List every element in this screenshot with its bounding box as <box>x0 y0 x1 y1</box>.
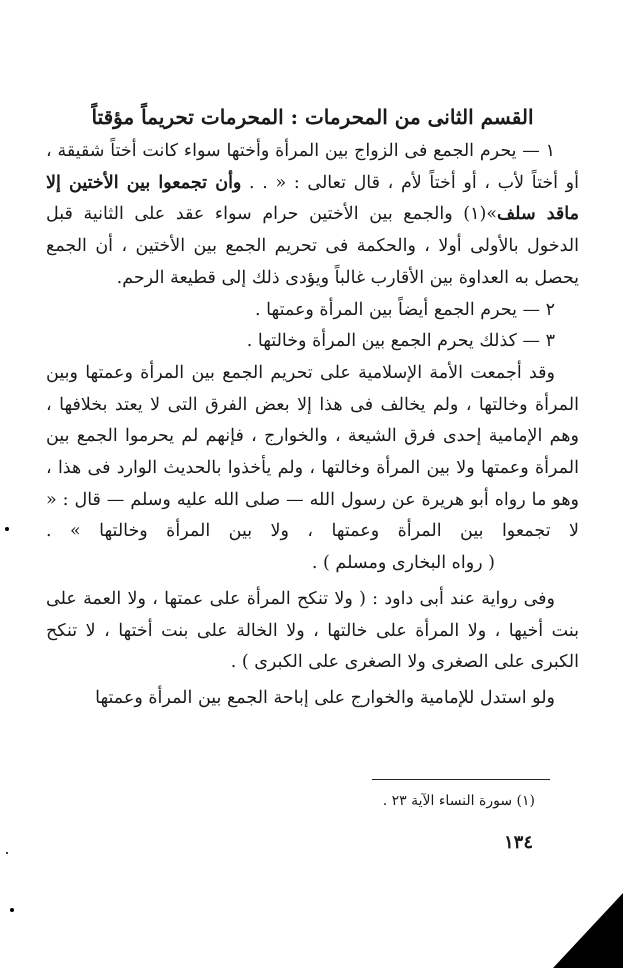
scan-speck <box>6 852 8 854</box>
scan-speck <box>5 527 9 531</box>
consensus-text: وقد أجمعت الأمة الإسلامية على تحريم الجمع بين المرأة وعمتها وبين المرأة وخالتها ، ولم يخالف فى هذا إلا بعض الفرق التى لا يعتد بخلافها ، وهم الإمامية إحدى فرق الشيعة ، والخوارج ، فإنهم لم يحرموا الجمع بين المرأة وعمتها ولا بين المرأة وخالتها ، ولم يأخذوا بالحديث الوارد فى هذا ، وهو ما رواه أبو هريرة عن رسول الله — صلى الله عليه وسلم — قال : « لا تجمعوا بين المرأة وعمتها ، ولا بين المرأة وخالتها » . <box>46 362 579 542</box>
quran-verse: وأن تجمعوا بين الأختين إلا ماقد سلف <box>46 172 580 225</box>
item-3-paragraph: ٣ — كذلك يحرم الجمع بين المرأة وخالتها . <box>246 331 555 352</box>
consensus-paragraph <box>46 358 579 580</box>
item-1-text-a: ١ — يحرم الجمع فى الزواج بين المرأة وأختها سواء كانت أختاً شقيقة ، أو أختاً لأب ، أو أختاً لأم ، قال تعالى : « . . <box>46 141 579 193</box>
item-1-paragraph <box>46 136 579 295</box>
last-paragraph: ولو استدل للإمامية والخوارج على إباحة الجمع بين المرأة وعمتها <box>95 687 555 708</box>
scan-speck <box>10 908 14 912</box>
section-heading: القسم الثانى من المحرمات : المحرمات تحريماً مؤقتاً <box>91 105 534 129</box>
page-corner-shadow <box>553 893 623 968</box>
page-body <box>46 100 579 715</box>
footnote: (١) سورة النساء الآية ٢٣ . <box>382 793 535 809</box>
abu-dawud-paragraph: وفى رواية عند أبى داود : ( ولا تنكح المرأة على عمتها ، ولا العمة على بنت أخيها ، ولا المرأة على خالتها ، ولا الخالة على بنت أختها ، لا تنكح الكبرى على الصغرى ولا الصغرى على الكبرى ) . <box>46 588 579 673</box>
page-number: ١٣٤ <box>503 832 533 853</box>
item-1-text-b: »(١) والجمع بين الأختين حرام سواء عقد على الثانية قبل الدخول بالأولى أولا ، والحكمة فى تحريم الجمع بين الأختين ، أن الجمع يحصل به العداوة بين الأقارب غالباً ويؤدى ذلك إلى قطيعة الرحم. <box>46 204 579 288</box>
hadith-source: ( رواه البخارى ومسلم ) . <box>311 553 495 574</box>
item-2-paragraph: ٢ — يحرم الجمع أيضاً بين المرأة وعمتها . <box>255 299 555 320</box>
footnote-separator <box>372 779 550 780</box>
